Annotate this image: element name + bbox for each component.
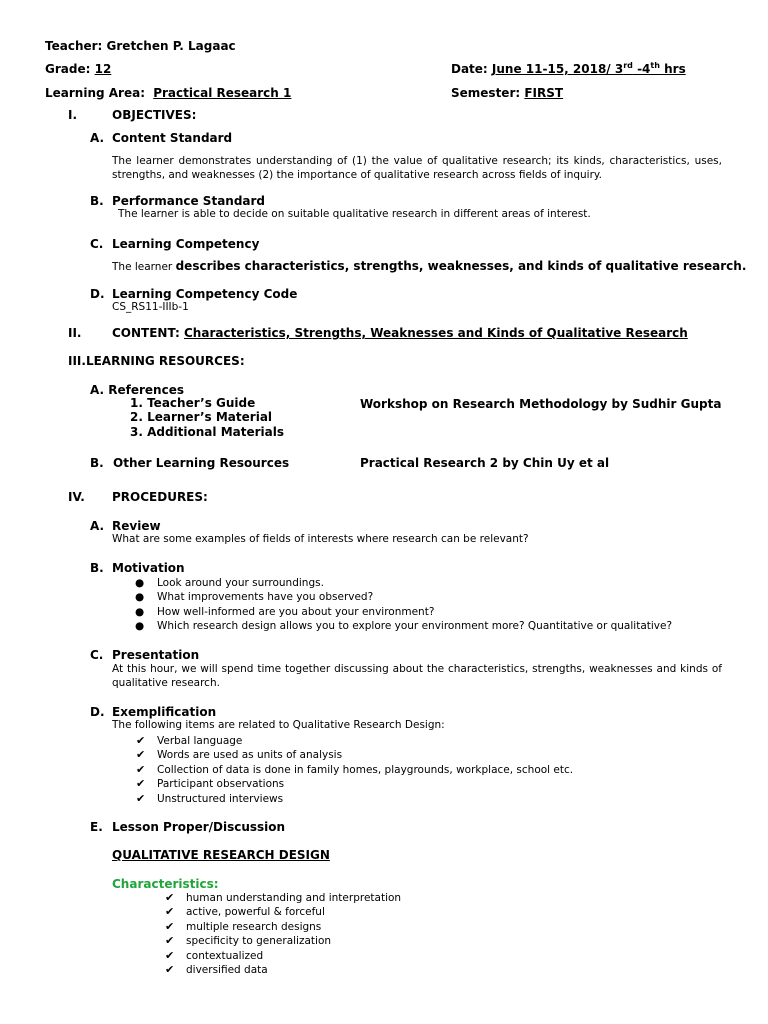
procedures-title: PROCEDURES: xyxy=(112,490,208,504)
reference-item: 3. Additional Materials xyxy=(130,424,284,439)
date-value xyxy=(492,62,686,76)
checkmark-icon: ✔ xyxy=(165,934,175,948)
list-item-text: human understanding and interpretation xyxy=(186,892,402,904)
competency-code-title: Learning Competency Code xyxy=(112,287,298,301)
list-item-text: multiple research designs xyxy=(186,920,322,933)
list-item xyxy=(136,777,573,791)
performance-standard-letter: B. xyxy=(90,194,104,208)
learning-resources-title: III.LEARNING RESOURCES: xyxy=(68,354,245,368)
list-item-text: How well-informed are you about your environment? xyxy=(157,605,435,618)
semester-value: FIRST xyxy=(524,86,564,100)
teacher-name: Gretchen P. Lagaac xyxy=(106,39,236,53)
content-label: CONTENT: xyxy=(112,326,180,340)
checkmark-icon: ✔ xyxy=(165,905,175,919)
reference-book: Workshop on Research Methodology by Sudhir Gupta xyxy=(360,397,722,411)
content-numeral: II. xyxy=(68,326,82,340)
learning-area-line xyxy=(45,86,291,100)
list-item xyxy=(165,934,401,948)
checkmark-icon: ✔ xyxy=(136,791,146,805)
competency-code-value: CS_RS11-IIIb-1 xyxy=(112,301,189,313)
date-sup-th: th xyxy=(650,61,660,70)
presentation-title: Presentation xyxy=(112,648,200,662)
list-item-text: Unstructured interviews xyxy=(157,792,284,805)
content-standard-letter: A. xyxy=(90,131,105,145)
checkmark-icon: ✔ xyxy=(136,734,146,747)
list-item xyxy=(165,963,401,977)
reference-item: 1. Teacher’s Guide xyxy=(130,396,256,410)
bullet-icon: ● xyxy=(135,577,145,589)
list-item xyxy=(136,748,573,762)
performance-standard-text: The learner is able to decide on suitable qualitative research in different areas of interest. xyxy=(118,208,591,220)
bullet-icon: ● xyxy=(135,591,145,604)
semester-line xyxy=(451,86,563,100)
list-item-text: Words are used as units of analysis xyxy=(157,749,343,762)
motivation-title: Motivation xyxy=(112,561,185,575)
list-item xyxy=(135,605,672,619)
characteristics-list xyxy=(165,891,402,977)
lesson-letter: E. xyxy=(90,820,103,834)
list-item xyxy=(165,919,401,934)
list-item-text: specificity to generalization xyxy=(186,935,332,948)
learning-competency-plain: The learner xyxy=(112,261,176,273)
exemplification-letter: D. xyxy=(90,705,105,719)
checkmark-icon: ✔ xyxy=(136,762,146,776)
content-value: Characteristics, Strengths, Weaknesses and Kinds of Qualitative Research xyxy=(184,326,688,340)
references-list xyxy=(130,396,284,439)
exemplification-list xyxy=(136,734,574,806)
list-item-text: Look around your surroundings. xyxy=(157,577,324,589)
date-text: June 11-15, 2018/ 3 xyxy=(491,62,624,76)
learning-competency-letter: C. xyxy=(90,237,104,251)
list-item-text: Collection of data is done in family homes, playgrounds, workplace, school etc. xyxy=(157,763,574,776)
list-item-text: What improvements have you observed? xyxy=(157,591,374,604)
list-item-text: Which research design allows you to explore your environment more? Quantitative or qualitative? xyxy=(157,620,673,633)
learning-area-label: Learning Area: xyxy=(45,86,146,100)
bullet-icon: ● xyxy=(135,605,145,618)
learning-area-value: Practical Research 1 xyxy=(153,86,292,100)
date-sup-rd: rd xyxy=(623,61,633,70)
date-hrs: hrs xyxy=(659,62,686,76)
grade-label: Grade: xyxy=(45,62,91,76)
presentation-text: At this hour, we will spend time together discussing about the characteristics, strengths, weaknesses and kinds of qualitative research. xyxy=(112,663,722,689)
list-item xyxy=(136,791,573,806)
other-resources-title: Other Learning Resources xyxy=(113,456,290,470)
list-item xyxy=(135,590,672,604)
semester-label: Semester: xyxy=(451,86,521,100)
design-title: QUALITATIVE RESEARCH DESIGN xyxy=(112,848,330,862)
date-line xyxy=(451,62,686,76)
review-letter: A. xyxy=(90,519,105,533)
references-title: A. References xyxy=(90,383,184,397)
other-resources-book: Practical Research 2 by Chin Uy et al xyxy=(360,456,610,470)
list-item-text: active, powerful & forceful xyxy=(186,906,325,919)
checkmark-icon: ✔ xyxy=(165,948,175,962)
content-standard-text: The learner demonstrates understanding of (1) the value of qualitative research; its kinds, characteristics, uses, strengths, and weaknesses (2) the importance of qualitative research across fields of inquiry. xyxy=(112,155,722,181)
objectives-title: OBJECTIVES: xyxy=(112,108,197,122)
grade-value: 12 xyxy=(94,62,112,76)
list-item xyxy=(165,891,402,905)
motivation-list xyxy=(135,576,673,634)
procedures-numeral: IV. xyxy=(68,490,85,504)
learning-competency-bold: describes characteristics, strengths, weaknesses, and kinds of qualitative research. xyxy=(175,259,747,273)
bullet-icon: ● xyxy=(135,620,145,633)
list-item-text: Verbal language xyxy=(157,735,243,747)
content-standard-title: Content Standard xyxy=(112,131,233,145)
list-item xyxy=(136,734,573,748)
list-item xyxy=(165,905,401,919)
exemplification-intro: The following items are related to Qualitative Research Design: xyxy=(112,719,445,731)
grade-line xyxy=(45,62,111,76)
competency-code-letter: D. xyxy=(90,287,105,301)
motivation-letter: B. xyxy=(90,561,104,575)
objectives-numeral: I. xyxy=(68,108,78,122)
checkmark-icon: ✔ xyxy=(136,748,146,762)
list-item-text: Participant observations xyxy=(157,778,285,791)
checkmark-icon: ✔ xyxy=(165,963,175,977)
presentation-letter: C. xyxy=(90,648,104,662)
list-item xyxy=(135,576,672,590)
characteristics-title: Characteristics: xyxy=(112,877,219,891)
review-text: What are some examples of fields of interests where research can be relevant? xyxy=(112,533,529,545)
exemplification-title: Exemplification xyxy=(112,705,217,719)
list-item xyxy=(165,948,401,963)
date-dash: -4 xyxy=(632,62,651,76)
other-resources-letter: B. xyxy=(90,456,104,470)
checkmark-icon: ✔ xyxy=(136,777,146,791)
lesson-title: Lesson Proper/Discussion xyxy=(112,820,286,834)
list-item xyxy=(136,762,574,777)
performance-standard-title: Performance Standard xyxy=(112,194,266,208)
checkmark-icon: ✔ xyxy=(165,891,175,904)
list-item-text: contextualized xyxy=(186,949,264,962)
learning-competency-title: Learning Competency xyxy=(112,237,260,251)
list-item-text: diversified data xyxy=(186,964,268,977)
teacher-label: Teacher: xyxy=(45,39,103,53)
reference-item: 2. Learner’s Material xyxy=(130,410,273,425)
date-label: Date: xyxy=(451,62,488,76)
content-line xyxy=(112,326,688,340)
learning-competency-text xyxy=(112,259,746,273)
teacher-line xyxy=(45,39,236,53)
list-item xyxy=(135,619,673,633)
review-title: Review xyxy=(112,519,161,533)
checkmark-icon: ✔ xyxy=(165,919,175,933)
